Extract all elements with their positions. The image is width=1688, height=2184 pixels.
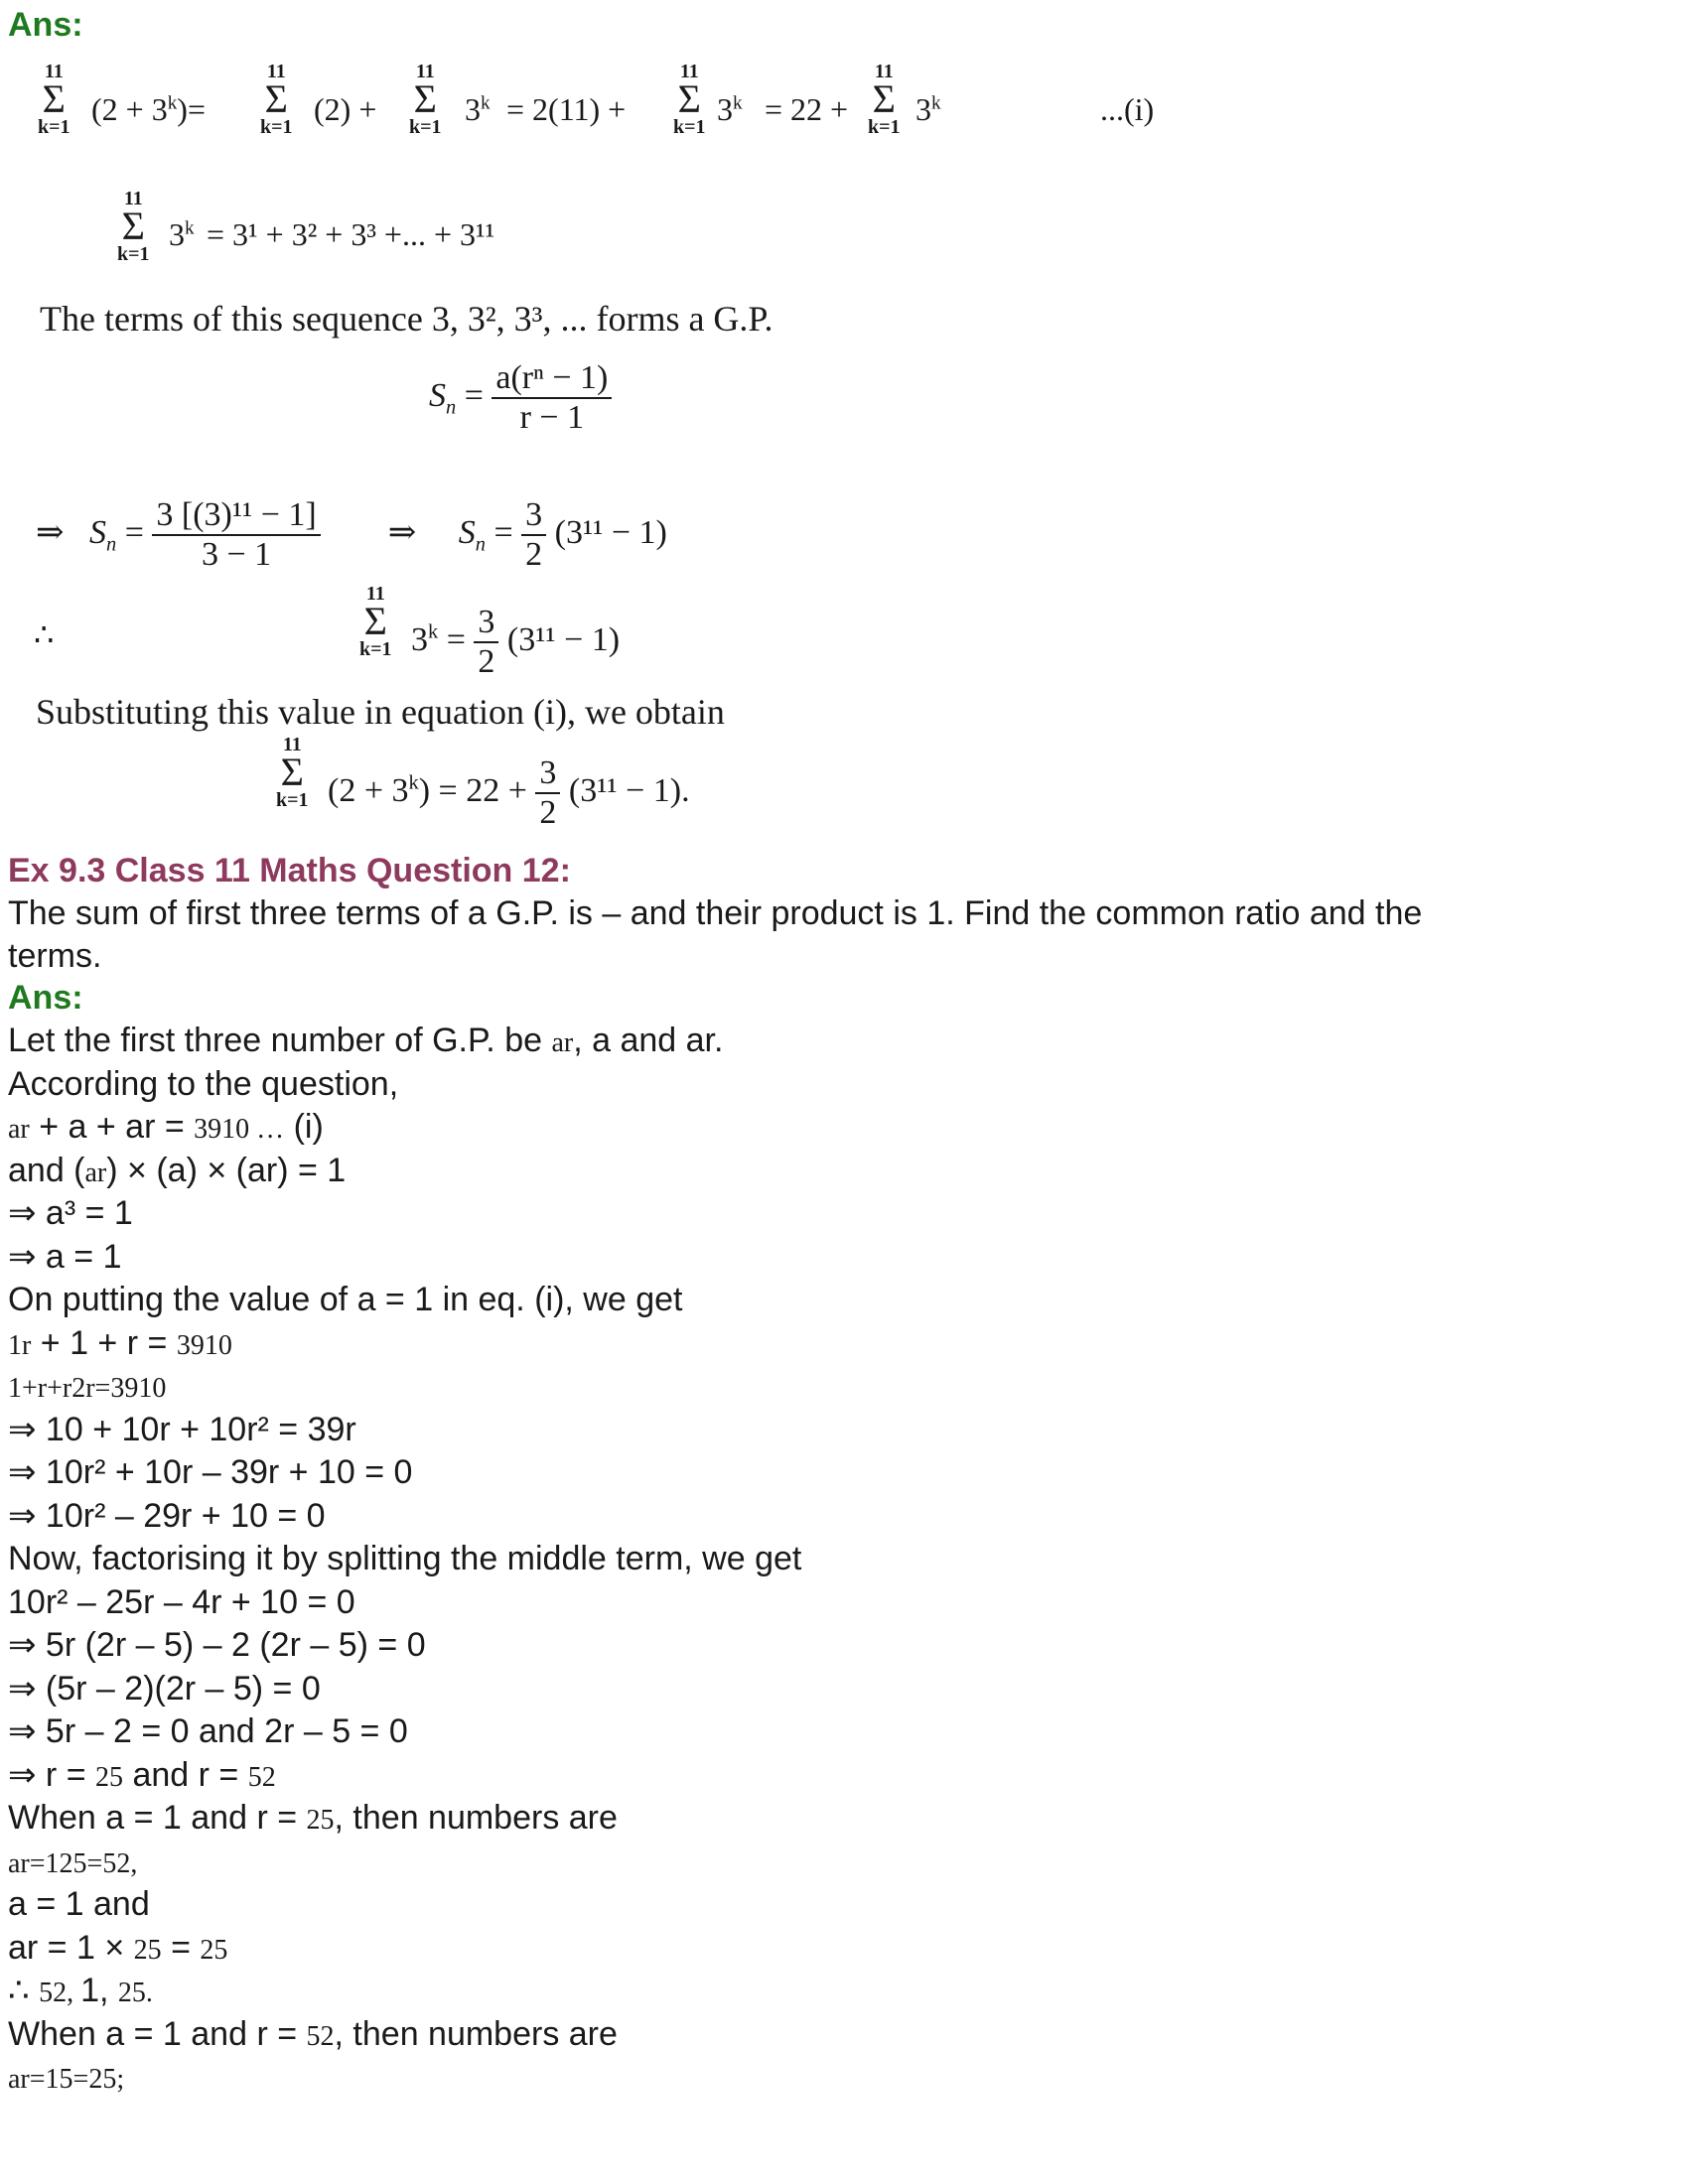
text-fragment: , then numbers are bbox=[334, 2014, 618, 2053]
eq1-term-b: (2) + bbox=[314, 91, 377, 127]
eq2-rhs: = 3¹ + 3² + 3³ +... + 3¹¹ bbox=[207, 216, 495, 252]
solution-line bbox=[8, 1496, 326, 1536]
text-fragment: ) × (a) × (ar) = 1 bbox=[106, 1151, 347, 1189]
solution-line bbox=[8, 1539, 801, 1578]
math-fragment: ar=125=52, bbox=[8, 1847, 138, 1879]
text-fragment: + a + ar = bbox=[29, 1108, 195, 1146]
solution-line bbox=[8, 1452, 412, 1492]
solution-line bbox=[8, 1928, 227, 1971]
eq1-term-e: 3$^k$ bbox=[717, 91, 743, 127]
text-fragment: (i) bbox=[284, 1108, 324, 1146]
solution-line bbox=[8, 1366, 166, 1409]
sigma-8: 11 Σ k=1 bbox=[276, 734, 309, 811]
math-fragment: 3910 bbox=[176, 1329, 232, 1361]
eq2-term: 3$^k$ bbox=[169, 216, 195, 252]
text-fragment: and ( bbox=[8, 1151, 85, 1189]
text-fragment: ⇒ 10 + 10r + 10r² = 39r bbox=[8, 1410, 356, 1448]
solution-line bbox=[8, 1625, 426, 1665]
sigma-6: 11 Σ k=1 bbox=[117, 188, 150, 265]
text-fragment: , a and ar. bbox=[573, 1022, 724, 1059]
math-fragment: 52 bbox=[306, 2020, 335, 2052]
math-fragment: 25 bbox=[133, 1934, 162, 1966]
solution-line bbox=[8, 1582, 355, 1622]
text-fragment: ⇒ 10r² – 29r + 10 = 0 bbox=[8, 1496, 326, 1535]
gp-statement: The terms of this sequence 3, 3², 3³, ... forms a G.P. bbox=[40, 299, 774, 339]
text-fragment: When a = 1 and r = bbox=[8, 2014, 307, 2053]
text-fragment: ⇒ 5r – 2 = 0 and 2r – 5 = 0 bbox=[8, 1712, 408, 1750]
eq1-term-g: 3$^k$ bbox=[915, 91, 941, 127]
math-fragment: 3910 … bbox=[194, 1114, 285, 1145]
eq1-term-a: $(2 + 3^k)=$ bbox=[91, 91, 206, 127]
text-fragment: + 1 + r = bbox=[31, 1323, 177, 1362]
sigma-7: 11 Σ k=1 bbox=[359, 583, 392, 660]
sigma-2: 11 Σ k=1 bbox=[260, 61, 293, 138]
substituting-text: Substituting this value in equation (i), we obtain bbox=[36, 692, 725, 732]
solution-line bbox=[8, 1107, 324, 1150]
sigma-4: 11 Σ k=1 bbox=[673, 61, 706, 138]
math-fragment: 1+r+r2r=3910 bbox=[8, 1373, 167, 1404]
math-fragment: ar bbox=[84, 1157, 107, 1188]
text-fragment: According to the question, bbox=[8, 1064, 399, 1103]
question-heading: Ex 9.3 Class 11 Maths Question 12: bbox=[8, 852, 571, 889]
text-fragment: 1, bbox=[80, 1972, 118, 2009]
sigma-3: 11 Σ k=1 bbox=[409, 61, 442, 138]
text-fragment: When a = 1 and r = bbox=[8, 1799, 307, 1837]
solution-line bbox=[8, 2014, 618, 2057]
text-fragment: 10r² – 25r – 4r + 10 = 0 bbox=[8, 1582, 355, 1621]
math-fragment: ar bbox=[551, 1027, 574, 1058]
math-fragment: ar bbox=[8, 1114, 30, 1145]
sigma-1: 11 Σ k=1 bbox=[38, 61, 70, 138]
text-fragment: Now, factorising it by splitting the middle term, we get bbox=[8, 1540, 802, 1577]
ans-label-2: Ans: bbox=[8, 979, 83, 1017]
text-fragment: ⇒ (5r – 2)(2r – 5) = 0 bbox=[8, 1669, 321, 1707]
solution-line bbox=[8, 1151, 346, 1193]
solution-line bbox=[8, 2057, 124, 2100]
text-fragment: ar = 1 × bbox=[8, 1928, 134, 1967]
solution-line bbox=[8, 1064, 398, 1104]
solution-line bbox=[8, 1842, 137, 1884]
math-fragment: 25. bbox=[117, 1978, 153, 2008]
text-fragment: ⇒ a = 1 bbox=[8, 1237, 122, 1276]
math-fragment: 25 bbox=[95, 1761, 124, 1793]
text-fragment: = bbox=[161, 1928, 201, 1967]
solution-line bbox=[8, 1021, 723, 1063]
eq1-term-c: 3$^k$ bbox=[465, 91, 491, 127]
math-fragment: 25 bbox=[306, 1805, 335, 1836]
solution-line bbox=[8, 1323, 232, 1366]
sigma-5: 11 Σ k=1 bbox=[868, 61, 901, 138]
text-fragment: On putting the value of a = 1 in eq. (i), we get bbox=[8, 1281, 683, 1318]
solution-line bbox=[8, 1410, 356, 1449]
sn-step: ⇒ $S_n$ = $\frac{\text{3 [(3)¹¹ − 1]}}{3 - 1}$ ⇒ $S_n$ = $\frac{3}{2}$ (3¹¹ − 1) bbox=[36, 496, 667, 573]
question-text-line1: The sum of first three terms of a G.P. is – and their product is 1. Find the common ratio and the bbox=[8, 894, 1423, 932]
math-fragment: ar=15=25; bbox=[8, 2064, 125, 2095]
text-fragment: ⇒ a³ = 1 bbox=[8, 1194, 133, 1232]
solution-line bbox=[8, 1669, 321, 1708]
final-expr: $(2 + 3^k) = 22$ + $\frac{3}{2}$ (3¹¹ − 1). bbox=[328, 754, 690, 831]
math-fragment: 52, bbox=[39, 1978, 81, 2008]
text-fragment: ⇒ r = bbox=[8, 1755, 96, 1794]
solution-line bbox=[8, 1798, 618, 1841]
text-fragment: ∴ bbox=[8, 1972, 40, 2009]
therefore-symbol: ∴ bbox=[34, 616, 55, 652]
equation-tag: ...(i) bbox=[1100, 91, 1155, 127]
sn-formula: $S_n$ = $\frac{\text{a(rⁿ − 1)}}{r - 1}$ bbox=[429, 359, 612, 437]
text-fragment: a = 1 and bbox=[8, 1885, 150, 1923]
text-fragment: ⇒ 10r² + 10r – 39r + 10 = 0 bbox=[8, 1453, 413, 1491]
solution-line bbox=[8, 1280, 682, 1319]
solution-line bbox=[8, 1971, 153, 2013]
solution-line bbox=[8, 1755, 276, 1798]
eq1-term-d: = 2(11) + bbox=[506, 91, 627, 127]
text-fragment: Let the first three number of G.P. be bbox=[8, 1022, 552, 1059]
question-text-line2: terms. bbox=[8, 937, 102, 975]
math-fragment: 25 bbox=[200, 1934, 228, 1966]
solution-line bbox=[8, 1237, 122, 1277]
eq1-term-f: = 22 + bbox=[765, 91, 849, 127]
text-fragment: ⇒ 5r (2r – 5) – 2 (2r – 5) = 0 bbox=[8, 1626, 426, 1664]
ans-label: Ans: bbox=[8, 6, 83, 44]
solution-line bbox=[8, 1884, 150, 1924]
math-fragment: 52 bbox=[247, 1761, 276, 1793]
solution-line bbox=[8, 1193, 133, 1233]
math-fragment: 1r bbox=[8, 1329, 32, 1361]
therefore-expr: $3^k$ = $\frac{3}{2}$ (3¹¹ − 1) bbox=[411, 604, 621, 680]
solution-line bbox=[8, 1711, 408, 1751]
text-fragment: and r = bbox=[123, 1755, 248, 1794]
text-fragment: , then numbers are bbox=[334, 1799, 618, 1837]
